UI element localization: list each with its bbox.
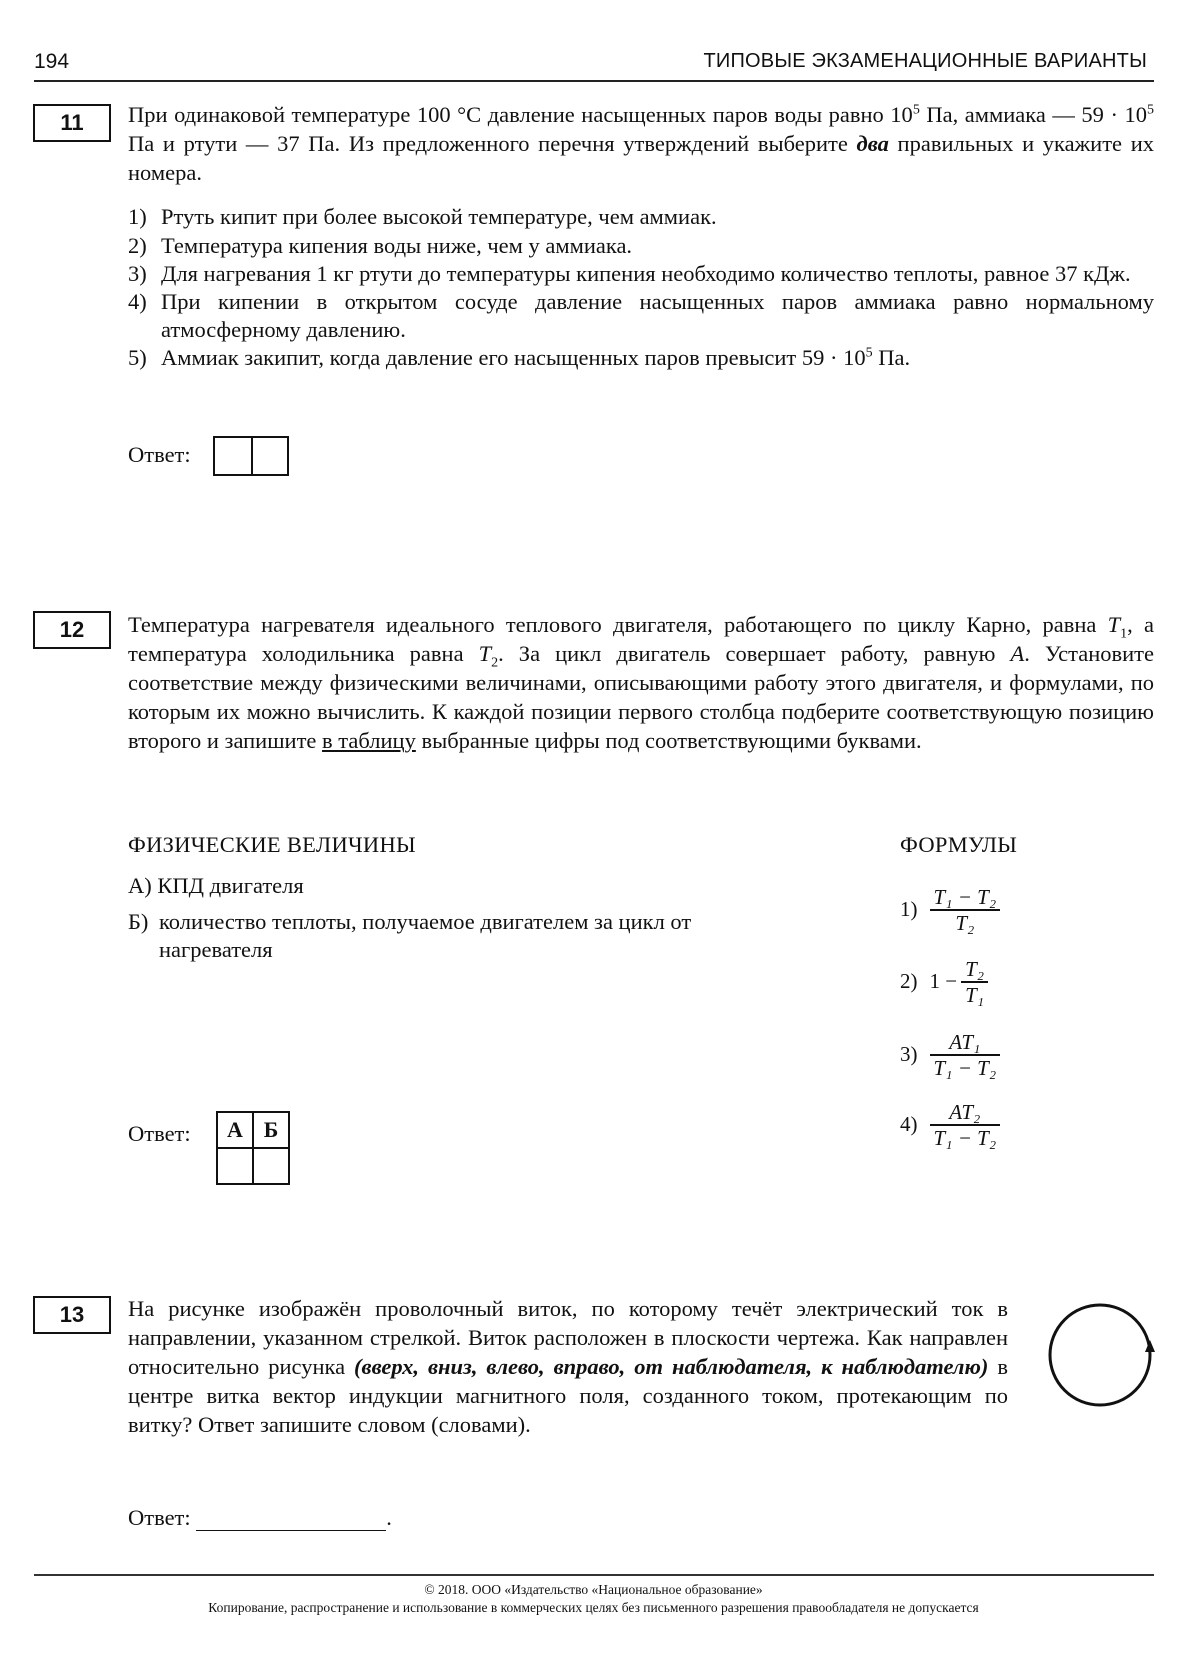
page-number: 194 xyxy=(34,50,70,73)
formula-2: 2) 1 − $\frac{\text{T₂}}{\text{T₁}}$ xyxy=(900,957,988,1007)
answer-cell-1[interactable] xyxy=(215,438,251,474)
task-12-answer-label: Ответ: xyxy=(128,1121,191,1146)
option-2: 2) Температура кипения воды ниже, чем у аммиака. xyxy=(128,233,633,258)
task-12-text: Температура нагревателя идеального теплового двигателя, работающего по циклу Карно, равна $T_1$, а температура холодильника равна $T_2$. За цикл двигатель совершает работу, равную A. Установите соответствие между физическими величинами, описывающими работу этого двигателя, и формулами, по которым их можно вычислить. К каждой позиции первого столбца подберите соответствующую позицию второго и запишите в таблицу выбранные цифры под соответствующими буквами. xyxy=(128,612,1154,753)
answer-cell-2[interactable] xyxy=(251,438,287,474)
wire-loop-icon xyxy=(1050,1305,1150,1405)
task-13-answer: Ответ: . xyxy=(128,1505,392,1530)
answer-header-a: А xyxy=(217,1112,253,1148)
task-13-answer-field[interactable] xyxy=(196,1509,386,1531)
task-11-answer-field[interactable] xyxy=(213,436,289,476)
wire-loop-figure xyxy=(1042,1300,1162,1410)
item-b: Б) количество теплоты, получаемое двигателем за цикл от нагревателя xyxy=(128,909,692,962)
option-4: 4) При кипении в открытом сосуде давление насыщенных паров аммиака равно нормальному атмосферному давлению. xyxy=(128,289,1154,342)
task-11-options xyxy=(128,203,1154,372)
task-12-number: 12 xyxy=(33,611,111,649)
task-13-text: На рисунке изображён проволочный виток, по которому течёт электрический ток в направлении, указанном стрелкой. Виток расположен в плоскости чертежа. Как направлен относительно рисунка (вверх, вниз, влево, вправо, от наблюдателя, к наблюдателю) в центре витка вектор индукции магнитного поля, созданного током, протекающим по витку? Ответ запишите словом (словами). xyxy=(128,1296,1008,1437)
answer-cell-a[interactable] xyxy=(217,1148,253,1184)
column-title-quantities: ФИЗИЧЕСКИЕ ВЕЛИЧИНЫ xyxy=(128,832,416,857)
answer-header-b: Б xyxy=(253,1112,289,1148)
task-11-answer-label: Ответ: xyxy=(128,442,191,467)
formula-1: 1) $\frac{\text{T₁ − T₂}}{\text{T₂}}$ xyxy=(900,885,1000,935)
current-direction-arrow-icon xyxy=(1145,1340,1155,1352)
formula-3: 3) $\frac{\text{AT₁}}{\text{T₁ − T₂}}$ xyxy=(900,1030,1000,1080)
column-title-formulas: ФОРМУЛЫ xyxy=(900,832,1018,857)
option-1: 1) Ртуть кипит при более высокой температуре, чем аммиак. xyxy=(128,204,717,229)
item-a: А) КПД двигателя xyxy=(128,873,304,898)
option-5: 5) Аммиак закипит, когда давление его насыщенных паров превысит $59 \cdot 10^5$ Па. xyxy=(128,345,911,370)
answer-cell-b[interactable] xyxy=(253,1148,289,1184)
footer-copyright: © 2018. ООО «Издательство «Национальное образование» xyxy=(424,1582,763,1597)
header-rule xyxy=(34,80,1154,82)
task-11-number: 11 xyxy=(33,104,111,142)
footer-rule xyxy=(34,1574,1154,1576)
formula-4: 4) $\frac{\text{AT₂}}{\text{T₁ − T₂}}$ xyxy=(900,1100,1000,1150)
footer-notice: Копирование, распространение и использование в коммерческих целях без письменного разрешения правообладателя не допускается xyxy=(208,1600,979,1615)
option-3: 3) Для нагревания 1 кг ртути до температуры кипения необходимо количество теплоты, равное 37 кДж. xyxy=(128,261,1131,286)
task-13-number: 13 xyxy=(33,1296,111,1334)
task-11-intro: При одинаковой температуре 100 °С давление насыщенных паров воды равно $10^5$ Па, аммиака — $59 \cdot 10^5$ Па и ртути — 37 Па. Из предложенного перечня утверждений выберите два правильных и укажите их номера. xyxy=(128,102,1155,185)
running-title: ТИПОВЫЕ ЭКЗАМЕНАЦИОННЫЕ ВАРИАНТЫ xyxy=(703,50,1147,72)
task-12-answer-table xyxy=(216,1111,290,1185)
